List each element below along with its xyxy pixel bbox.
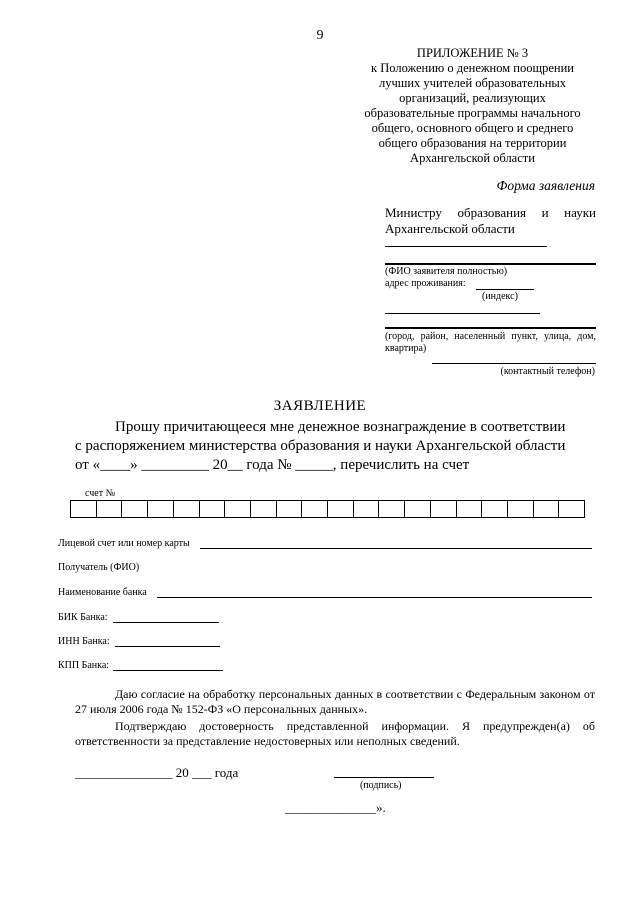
fio-hint: (ФИО заявителя полностью) xyxy=(385,266,508,277)
addressee: Министру образования и науки Архангельской области xyxy=(385,205,596,236)
bank-label: Наименование банка xyxy=(58,587,147,598)
account-digit-cell[interactable] xyxy=(250,501,276,517)
phone-line[interactable] xyxy=(432,363,596,364)
account-digit-cell[interactable] xyxy=(276,501,302,517)
account-digit-cell[interactable] xyxy=(173,501,199,517)
account-digit-cell[interactable] xyxy=(224,501,250,517)
consent-paragraph xyxy=(75,687,595,749)
request-line-3: от «____» _________ 20__ года № _____, перечислить на счет xyxy=(75,457,470,473)
account-digit-cell[interactable] xyxy=(71,501,96,517)
account-digit-cell[interactable] xyxy=(430,501,456,517)
inn-line[interactable] xyxy=(115,646,220,647)
appendix-line: общего образования на территории xyxy=(378,136,567,150)
form-label: Форма заявления xyxy=(496,178,595,193)
addressee-underline xyxy=(385,246,547,247)
bik-line[interactable] xyxy=(113,622,219,623)
card-line[interactable] xyxy=(200,548,592,549)
account-digit-cell[interactable] xyxy=(507,501,533,517)
phone-hint: (контактный телефон) xyxy=(500,366,595,377)
account-digit-cell[interactable] xyxy=(199,501,225,517)
bik-label: БИК Банка: xyxy=(58,612,108,623)
address-label: адрес проживания: xyxy=(385,278,466,289)
document-title: ЗАЯВЛЕНИЕ xyxy=(273,398,367,414)
account-digit-cell[interactable] xyxy=(533,501,559,517)
city-line[interactable] xyxy=(385,327,596,329)
appendix-line: образовательные программы начального xyxy=(364,106,581,120)
appendix-line: к Положению о денежном поощрении xyxy=(371,61,574,75)
consent-text: Даю согласие на обработку персональных данных в соответствии с Федеральным законом от 27 июля 2006 года № 152-ФЗ «О персональных данных». xyxy=(75,687,595,716)
fio-line[interactable] xyxy=(385,263,596,265)
request-line-1: Прошу причитающееся мне денежное вознаграждение в соответствии xyxy=(115,419,566,435)
account-label: счет № xyxy=(85,488,116,499)
signature-line[interactable] xyxy=(334,777,434,778)
request-paragraph xyxy=(75,418,595,475)
appendix-line: ПРИЛОЖЕНИЕ № 3 xyxy=(416,46,529,60)
address-index-line[interactable] xyxy=(476,289,534,290)
appendix-line: общего, основного общего и среднего xyxy=(371,121,574,135)
account-digit-cell[interactable] xyxy=(353,501,379,517)
address-line[interactable] xyxy=(385,313,540,314)
card-label: Лицевой счет или номер карты xyxy=(58,538,190,549)
bank-line[interactable] xyxy=(157,597,592,598)
recipient-label: Получатель (ФИО) xyxy=(58,562,140,573)
kpp-line[interactable] xyxy=(113,670,223,671)
signature-hint: (подпись) xyxy=(360,780,402,791)
inn-label: ИНН Банка: xyxy=(58,636,110,647)
request-line-2: с распоряжением министерства образования и науки Архангельской области xyxy=(75,438,566,454)
account-digit-cell[interactable] xyxy=(558,501,584,517)
appendix-line: организаций, реализующих xyxy=(399,91,546,105)
confirm-text: Подтверждаю достоверность представленной информации. Я предупрежден(а) об ответственности за представление недостоверных или неполных сведений. xyxy=(75,719,595,748)
kpp-label: КПП Банка: xyxy=(58,660,110,671)
final-line: ______________». xyxy=(285,800,386,815)
account-digit-cell[interactable] xyxy=(327,501,353,517)
account-digit-cell[interactable] xyxy=(456,501,482,517)
account-digit-cell[interactable] xyxy=(147,501,173,517)
appendix-line: лучших учителей образовательных xyxy=(378,76,567,90)
appendix-line: Архангельской области xyxy=(410,151,535,165)
account-digit-cell[interactable] xyxy=(121,501,147,517)
date-line: _______________ 20 ___ года xyxy=(75,765,239,780)
account-digit-cell[interactable] xyxy=(96,501,122,517)
city-hint: (город, район, населенный пункт, улица, дом, квартира) xyxy=(385,331,596,354)
account-digit-cell[interactable] xyxy=(301,501,327,517)
page-number: 9 xyxy=(316,28,324,43)
account-digit-cell[interactable] xyxy=(404,501,430,517)
account-digit-cell[interactable] xyxy=(481,501,507,517)
account-number-grid[interactable] xyxy=(70,500,585,518)
index-hint: (индекс) xyxy=(482,291,518,302)
account-digit-cell[interactable] xyxy=(378,501,404,517)
appendix-header xyxy=(350,46,595,166)
